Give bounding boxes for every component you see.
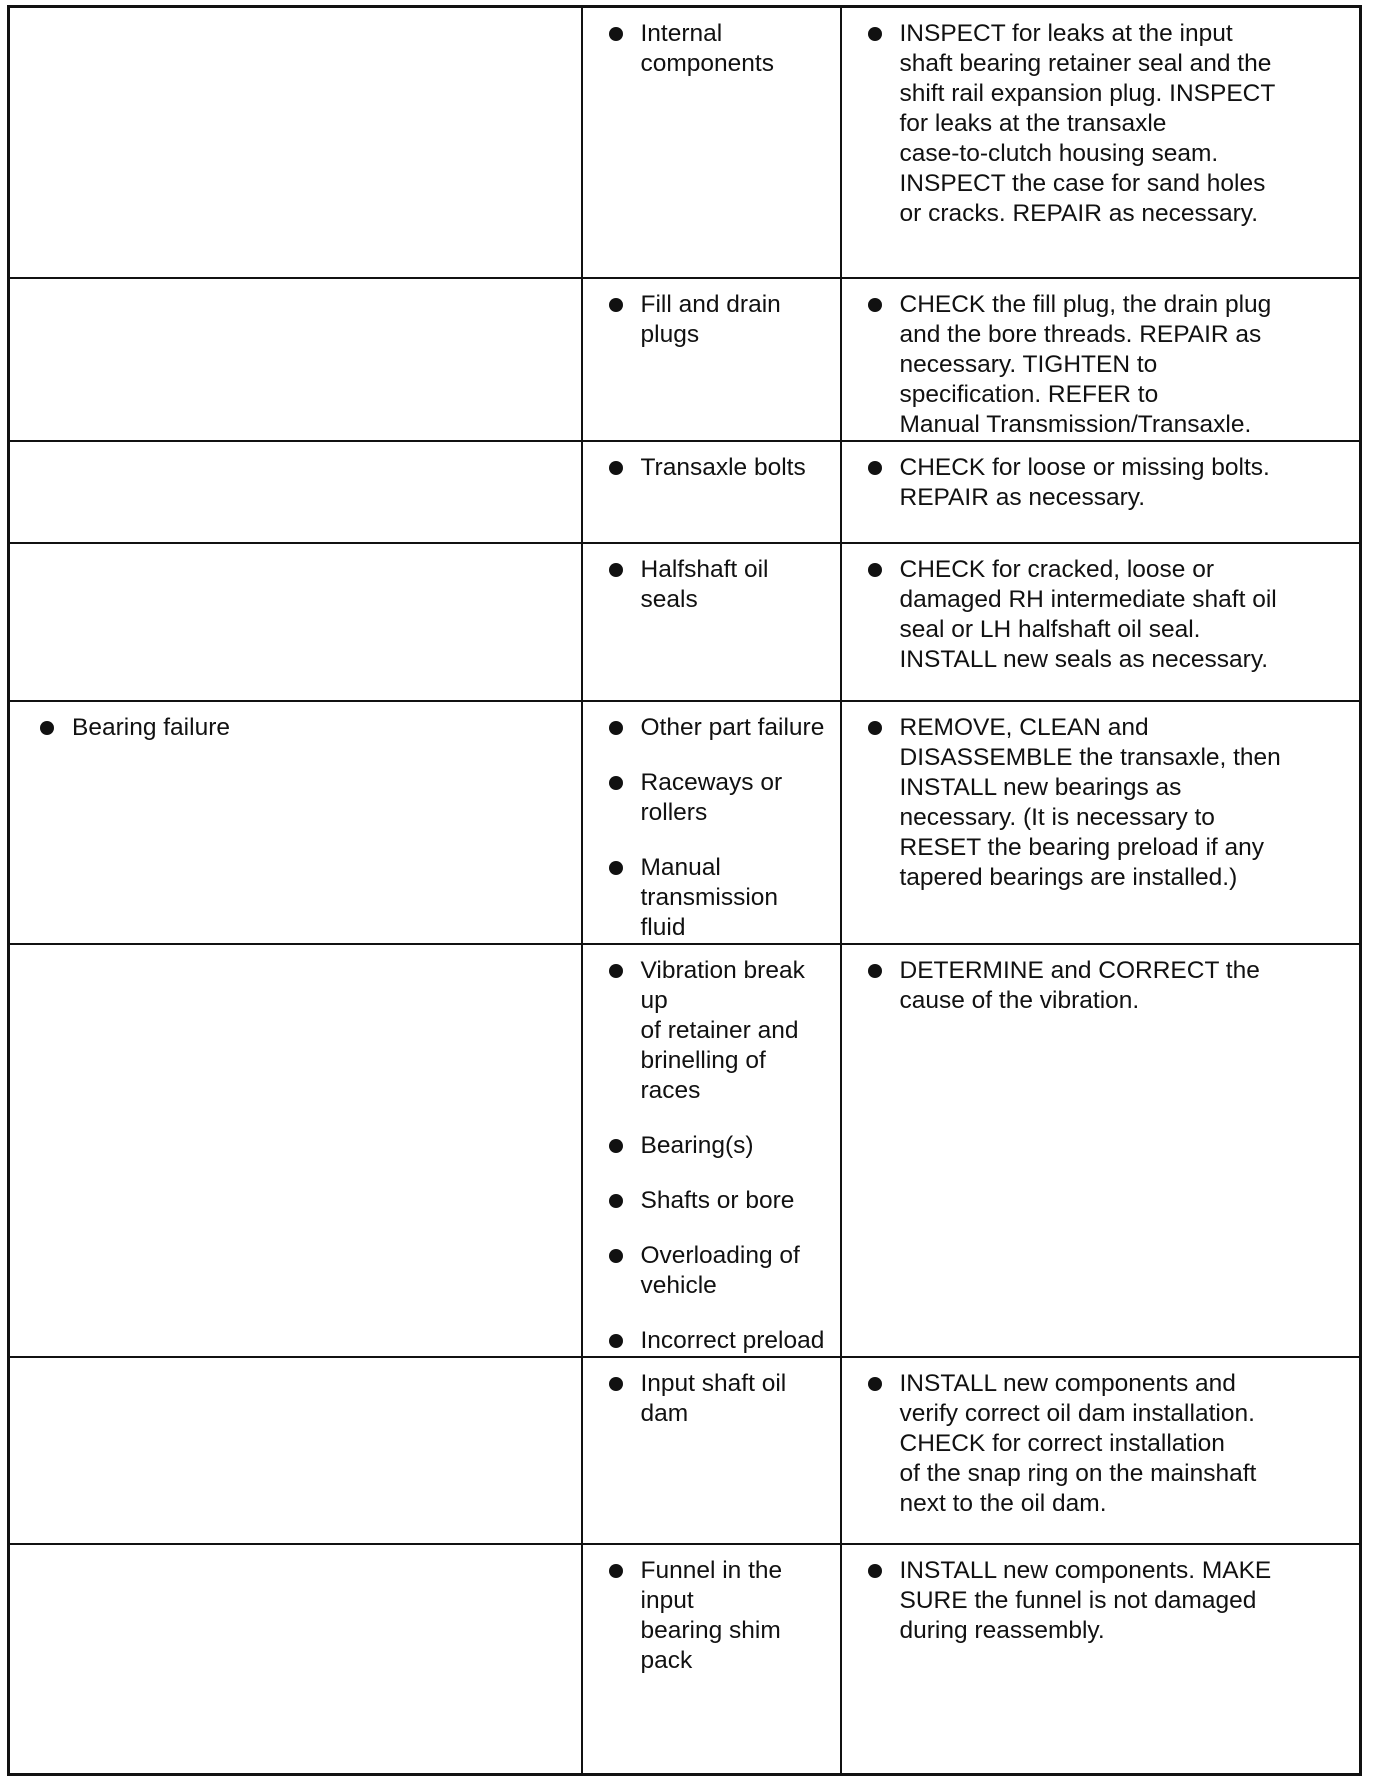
list-item [603,768,830,828]
cause-text: Vibration break up of retainer and brinelling of races [640,956,805,1104]
bullet-icon [868,1377,882,1391]
table-row [9,7,1361,278]
list-item [603,1556,830,1676]
cause-cell [582,944,841,1357]
bullet-icon [868,298,882,312]
list-item [603,1369,830,1429]
symptom-cell [9,7,582,278]
bullet-icon [868,27,882,41]
bullet-icon [609,1334,623,1348]
table-row [9,944,1361,1357]
symptom-cell [9,944,582,1357]
list-item [34,713,571,743]
action-cell [841,944,1361,1357]
list-item [862,290,1350,440]
bullet-icon [609,1564,623,1578]
bullet-icon [609,776,623,790]
action-text: CHECK for cracked, loose or damaged RH intermediate shaft oil seal or LH halfshaft oil seal. INSTALL new seals as necessary. [899,555,1277,673]
cause-text: Halfshaft oil seals [640,555,769,613]
bullet-icon [609,1139,623,1153]
list-item [603,1131,830,1161]
diagnosis-table [7,5,1362,1776]
symptom-cell [9,278,582,441]
cause-text: Funnel in the input bearing shim pack [640,1556,783,1674]
cause-text: Shafts or bore [640,1186,795,1214]
list-item [862,19,1350,229]
table-row [9,441,1361,543]
bullet-icon [609,861,623,875]
cause-text: Input shaft oil dam [640,1369,787,1427]
cause-text: Incorrect preload [640,1326,825,1354]
list-item [603,555,830,615]
action-cell [841,7,1361,278]
list-item [603,290,830,350]
symptom-cell [9,701,582,944]
cause-cell [582,1357,841,1544]
list-item [603,453,830,483]
cause-cell [582,701,841,944]
bullet-icon [868,1564,882,1578]
bullet-icon [609,27,623,41]
cause-cell [582,1544,841,1775]
list-item [862,453,1350,513]
cause-text: Manual transmission fluid [640,853,779,941]
table-row [9,701,1361,944]
bullet-icon [609,1249,623,1263]
list-item [862,1556,1350,1646]
cause-text: Other part failure [640,713,825,741]
table-row [9,543,1361,701]
symptom-cell [9,441,582,543]
table-row [9,1357,1361,1544]
bullet-icon [609,461,623,475]
bullet-icon [609,1377,623,1391]
cause-text: Bearing(s) [640,1131,754,1159]
cause-text: Overloading of vehicle [640,1241,800,1299]
cause-text: Transaxle bolts [640,453,806,481]
symptom-text: Bearing failure [72,713,230,741]
list-item [603,1241,830,1301]
cause-text: Internal components [640,20,774,77]
cause-text: Fill and drain plugs [640,290,781,348]
action-cell [841,1544,1361,1775]
symptom-cell [9,1357,582,1544]
symptom-cell [9,543,582,701]
bullet-icon [868,964,882,978]
list-item [603,1326,830,1356]
action-text: CHECK for loose or missing bolts. REPAIR as necessary. [899,453,1270,511]
bullet-icon [609,563,623,577]
bullet-icon [868,721,882,735]
list-item [862,713,1350,893]
action-cell [841,543,1361,701]
action-text: INSPECT for leaks at the input shaft bearing retainer seal and the shift rail expansion plug. INSPECT for leaks at the transaxle case-to-clutch housing seam. INSPECT the case for sand holes or cracks. REPAIR as necessary. [899,20,1276,227]
list-item [862,555,1350,675]
action-text: DETERMINE and CORRECT the cause of the vibration. [899,956,1260,1014]
action-text: INSTALL new components and verify correct oil dam installation. CHECK for correct installation of the snap ring on the mainshaft next to the oil dam. [899,1369,1257,1517]
bullet-icon [40,721,54,735]
action-cell [841,1357,1361,1544]
cause-cell [582,278,841,441]
cause-cell [582,543,841,701]
bullet-icon [609,1194,623,1208]
bullet-icon [868,563,882,577]
cause-cell [582,441,841,543]
action-cell [841,441,1361,543]
list-item [603,853,830,943]
bullet-icon [868,461,882,475]
list-item [603,956,830,1106]
table-row [9,1544,1361,1775]
bullet-icon [609,721,623,735]
bullet-icon [609,964,623,978]
bullet-icon [609,298,623,312]
action-text: REMOVE, CLEAN and DISASSEMBLE the transaxle, then INSTALL new bearings as necessary. (It is necessary to RESET the bearing preload if any tapered bearings are installed.) [899,713,1281,891]
action-cell [841,701,1361,944]
action-cell [841,278,1361,441]
list-item [862,1369,1350,1519]
list-item [603,713,830,743]
action-text: CHECK the fill plug, the drain plug and the bore threads. REPAIR as necessary. TIGHTEN to specification. REFER to Manual Transmission/Transaxle. [899,290,1272,438]
list-item [603,19,830,79]
list-item [862,956,1350,1016]
table-row [9,278,1361,441]
action-text: INSTALL new components. MAKE SURE the funnel is not damaged during reassembly. [899,1556,1272,1644]
symptom-cell [9,1544,582,1775]
cause-cell [582,7,841,278]
cause-text: Raceways or rollers [640,768,783,826]
list-item [603,1186,830,1216]
